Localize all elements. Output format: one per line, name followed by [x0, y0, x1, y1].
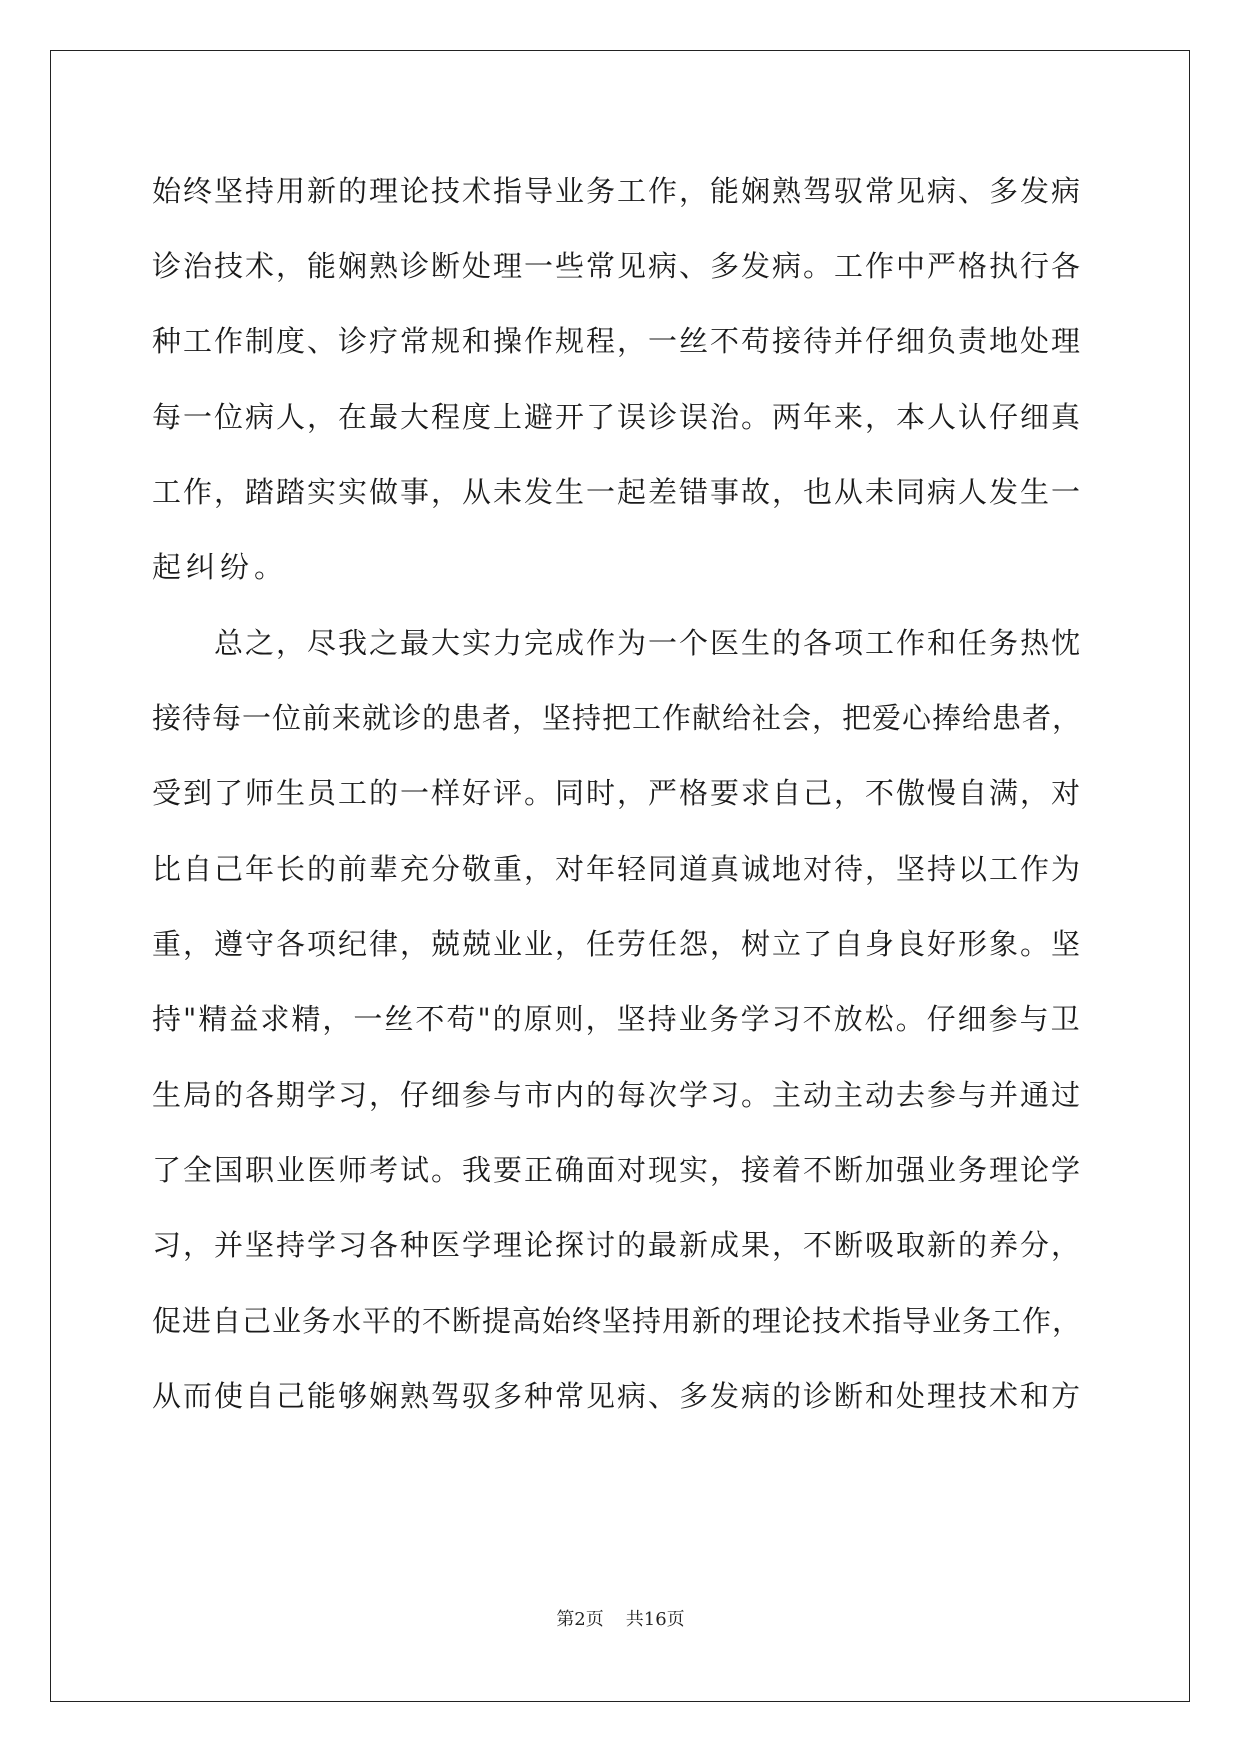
text-line: 种工作制度、诊疗常规和操作规程，一丝不苟接待并仔细负责地处理 [152, 324, 1083, 358]
text-line: 起纠纷。 [152, 550, 289, 584]
text-line: 促进自己业务水平的不断提高始终坚持用新的理论技术指导业务工作， [152, 1304, 1083, 1338]
text-line: 接待每一位前来就诊的患者，坚持把工作献给社会，把爱心捧给患者， [152, 701, 1083, 735]
page-number: 第2页 [556, 1609, 604, 1630]
text-line: 习，并坚持学习各种医学理论探讨的最新成果，不断吸取新的养分， [152, 1228, 1083, 1262]
paragraph-first-line: 总之，尽我之最大实力完成作为一个医生的各项工作和任务热忱 [214, 626, 1083, 660]
text-line: 重，遵守各项纪律，兢兢业业，任劳任怨，树立了自身良好形象。坚 [152, 927, 1083, 961]
text-line: 诊治技术，能娴熟诊断处理一些常见病、多发病。工作中严格执行各 [152, 249, 1083, 283]
text-line: 生局的各期学习，仔细参与市内的每次学习。主动主动去参与并通过 [152, 1078, 1083, 1112]
text-line: 了全国职业医师考试。我要正确面对现实，接着不断加强业务理论学 [152, 1153, 1083, 1187]
text-line: 每一位病人，在最大程度上避开了误诊误治。两年来，本人认仔细真 [152, 400, 1083, 434]
text-line: 从而使自己能够娴熟驾驭多种常见病、多发病的诊断和处理技术和方 [152, 1379, 1083, 1413]
text-line: 受到了师生员工的一样好评。同时，严格要求自己，不傲慢自满，对 [152, 776, 1083, 810]
text-line: 始终坚持用新的理论技术指导业务工作，能娴熟驾驭常见病、多发病 [152, 174, 1083, 208]
page-footer [0, 1608, 1241, 1632]
text-line: 持"精益求精，一丝不苟"的原则，坚持业务学习不放松。仔细参与卫 [152, 1002, 1082, 1036]
text-line: 工作，踏踏实实做事，从未发生一起差错事故，也从未同病人发生一 [152, 475, 1083, 509]
page-total: 共16页 [625, 1609, 685, 1630]
text-line: 比自己年长的前辈充分敬重，对年轻同道真诚地对待，坚持以工作为 [152, 852, 1083, 886]
